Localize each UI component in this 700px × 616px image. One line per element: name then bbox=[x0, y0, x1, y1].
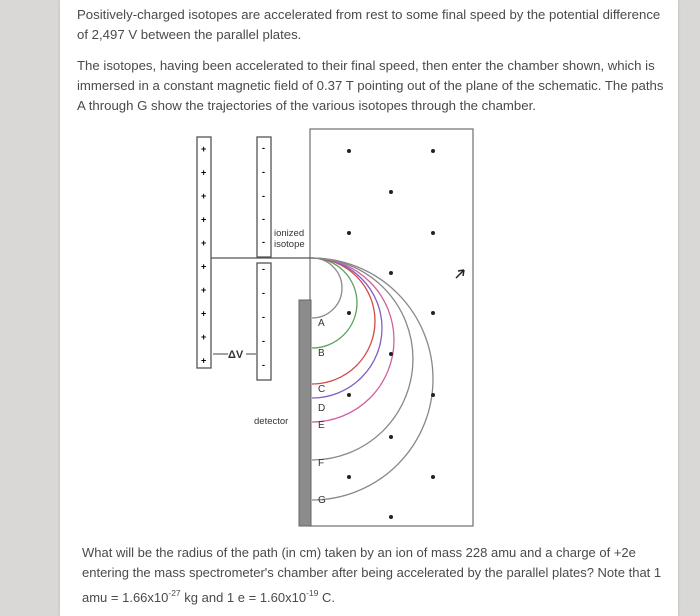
minus-sign: - bbox=[262, 143, 265, 153]
path-label-a: A bbox=[318, 318, 325, 329]
minus-sign: - bbox=[262, 167, 265, 177]
minus-sign: - bbox=[262, 360, 265, 370]
path-label-d: D bbox=[318, 403, 326, 414]
path-label-b: B bbox=[318, 348, 325, 359]
question-card bbox=[60, 0, 678, 616]
plus-sign: + bbox=[201, 214, 207, 225]
path-label-f: F bbox=[318, 458, 325, 469]
path-label-e: E bbox=[318, 420, 325, 431]
plus-sign: + bbox=[201, 285, 207, 295]
question-paragraph bbox=[82, 543, 667, 608]
plus-sign: + bbox=[201, 167, 207, 178]
question-text-3: C. bbox=[318, 590, 335, 605]
detector-strip bbox=[299, 300, 311, 526]
path-label-c: C bbox=[318, 384, 326, 395]
minus-sign: - bbox=[262, 191, 265, 201]
intro-paragraph: Positively-charged isotopes are accelerated from rest to some final speed by the potential difference of 2,497 V between the parallel plates. bbox=[77, 7, 661, 42]
plus-sign: + bbox=[201, 332, 207, 342]
path-label-g: G bbox=[318, 495, 326, 506]
plus-sign: + bbox=[201, 355, 207, 366]
isotope-label: isotope bbox=[274, 239, 305, 250]
plus-sign: + bbox=[201, 308, 207, 319]
ionized-label: ionized bbox=[274, 228, 305, 239]
chamber-box bbox=[310, 129, 473, 526]
voltage-label: ΔV bbox=[228, 349, 244, 361]
detector-label: detector bbox=[254, 416, 289, 427]
plus-sign: + bbox=[201, 238, 207, 248]
question-text-2: kg and 1 e = 1.60x10 bbox=[180, 590, 307, 605]
question-text-1: What will be the radius of the path (in cm) taken by an ion of mass 228 amu and a charge of +2e entering the mass spectrometer's chamber after being accelerated by the parallel plates? Note that 1 amu = 1.66x10 bbox=[82, 545, 662, 605]
setup-paragraph: The isotopes, having been accelerated to their final speed, then enter the chamber shown, which is immersed in a constant magnetic field of 0.37 T pointing out of the plane of the schematic. The paths A through G show the trajectories of the various isotopes through the chamber. bbox=[77, 58, 664, 113]
amu-exponent: -27 bbox=[168, 588, 181, 598]
minus-sign: - bbox=[262, 336, 265, 346]
plus-sign: + bbox=[201, 191, 207, 201]
plus-sign: + bbox=[201, 144, 207, 154]
minus-sign: - bbox=[262, 237, 265, 247]
minus-sign: - bbox=[262, 312, 265, 322]
minus-sign: - bbox=[262, 288, 265, 298]
minus-sign: - bbox=[262, 214, 265, 224]
minus-sign: - bbox=[262, 264, 265, 274]
mass-spectrometer-diagram bbox=[60, 0, 678, 616]
plus-sign: + bbox=[201, 261, 207, 272]
charge-exponent: -19 bbox=[306, 588, 319, 598]
